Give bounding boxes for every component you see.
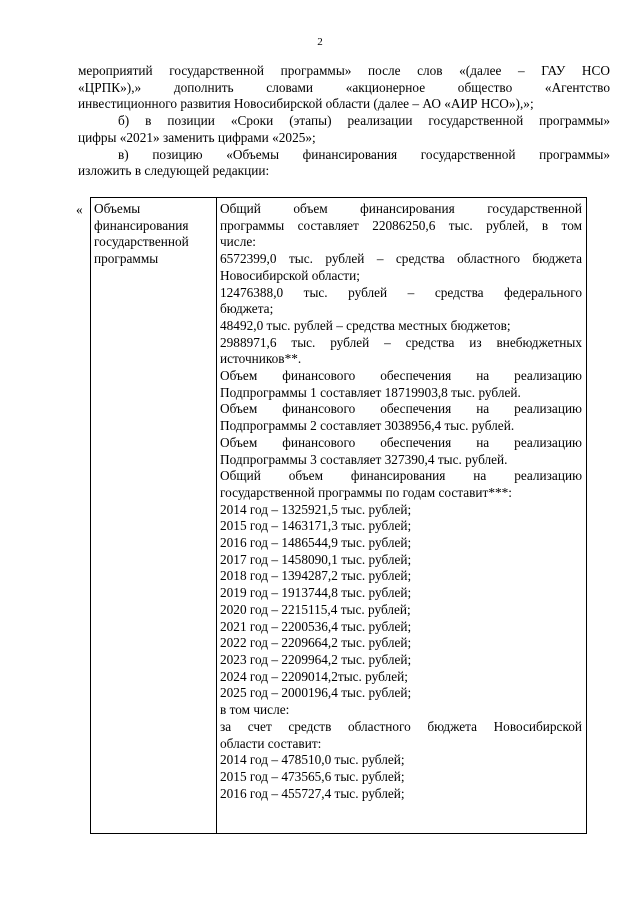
funding-position-table [90, 197, 587, 834]
label-line: программы [94, 251, 159, 267]
position-content-cell [217, 198, 587, 834]
label-line: государственной [94, 234, 189, 250]
content-line: 2014 год – 1325921,5 тыс. рублей; [220, 501, 412, 517]
content-line: государственной программы по годам составит***: [220, 484, 512, 500]
label-line: Объемы [94, 201, 141, 216]
text-line: мероприятий государственной программы» после слов «(далее – ГАУ НСО [78, 63, 610, 78]
page-number: 2 [317, 36, 323, 48]
content-line: 2015 год – 1463171,3 тыс. рублей; [220, 518, 412, 534]
content-line: 2025 год – 2000196,4 тыс. рублей; [220, 685, 412, 701]
intro-paragraph-2 [78, 113, 610, 146]
content-line: источников**. [220, 351, 302, 367]
content-line: Подпрограммы 2 составляет 3038956,4 тыс. рублей. [220, 418, 515, 434]
content-line: Подпрограммы 1 составляет 18719903,8 тыс. рублей. [220, 384, 521, 400]
content-line: за счет средств областного бюджета Новосибирской [220, 718, 582, 734]
content-line: Объем финансового обеспечения на реализацию [220, 401, 582, 417]
content-line: числе: [220, 234, 256, 250]
content-line: Общий объем финансирования государственной [220, 201, 582, 216]
table-row [91, 198, 587, 834]
content-line: 2015 год – 473565,6 тыс. рублей; [220, 768, 405, 784]
content-line: Общий объем финансирования на реализацию [220, 468, 582, 484]
label-line: финансирования [94, 217, 189, 233]
content-line: 6572399,0 тыс. рублей – средства областного бюджета [220, 251, 582, 267]
intro-paragraph-1 [78, 63, 610, 113]
intro-text [78, 63, 610, 180]
text-line: изложить в следующей редакции: [78, 163, 270, 179]
text-line: цифры «2021» заменить цифрами «2025»; [78, 129, 316, 145]
content-line: 2023 год – 2209964,2 тыс. рублей; [220, 651, 412, 667]
content-line: 2016 год – 1486544,9 тыс. рублей; [220, 535, 412, 551]
content-line: программы составляет 22086250,6 тыс. рублей, в том [220, 217, 582, 233]
content-line: 48492,0 тыс. рублей – средства местных бюджетов; [220, 317, 511, 333]
opening-quote: « [76, 202, 83, 217]
position-label-cell [91, 198, 217, 834]
content-line: 2020 год – 2215115,4 тыс. рублей; [220, 601, 411, 617]
content-line: Объем финансового обеспечения на реализацию [220, 434, 582, 450]
text-line: «ЦРПК»),» дополнить словами «акционерное общество «Агентство [78, 79, 610, 95]
content-line: 12476388,0 тыс. рублей – средства федерального [220, 284, 582, 300]
content-line: 2017 год – 1458090,1 тыс. рублей; [220, 551, 412, 567]
intro-paragraph-3 [78, 147, 610, 180]
content-line: 2021 год – 2200536,4 тыс. рублей; [220, 618, 412, 634]
content-line: 2022 год – 2209664,2 тыс. рублей; [220, 635, 412, 651]
content-line: 2988971,6 тыс. рублей – средства из внебюджетных [220, 334, 582, 350]
content-line: в том числе: [220, 702, 290, 718]
content-line: Подпрограммы 3 составляет 327390,4 тыс. рублей. [220, 451, 508, 467]
text-line: в) позицию «Объемы финансирования государственной программы» [118, 146, 610, 162]
text-line: б) в позиции «Сроки (этапы) реализации государственной программы» [118, 113, 610, 129]
content-line: Новосибирской области; [220, 267, 360, 283]
content-line: бюджета; [220, 301, 274, 317]
content-line: 2019 год – 1913744,8 тыс. рублей; [220, 585, 412, 601]
content-line: области составит: [220, 735, 322, 751]
content-line: 2014 год – 478510,0 тыс. рублей; [220, 752, 405, 768]
content-line: Объем финансового обеспечения на реализацию [220, 368, 582, 384]
text-line: инвестиционного развития Новосибирской области (далее – АО «АИР НСО»),»; [78, 96, 534, 112]
content-line: 2016 год – 455727,4 тыс. рублей; [220, 785, 405, 801]
content-line: 2024 год – 2209014,2тыс. рублей; [220, 668, 408, 684]
content-line: 2018 год – 1394287,2 тыс. рублей; [220, 568, 412, 584]
